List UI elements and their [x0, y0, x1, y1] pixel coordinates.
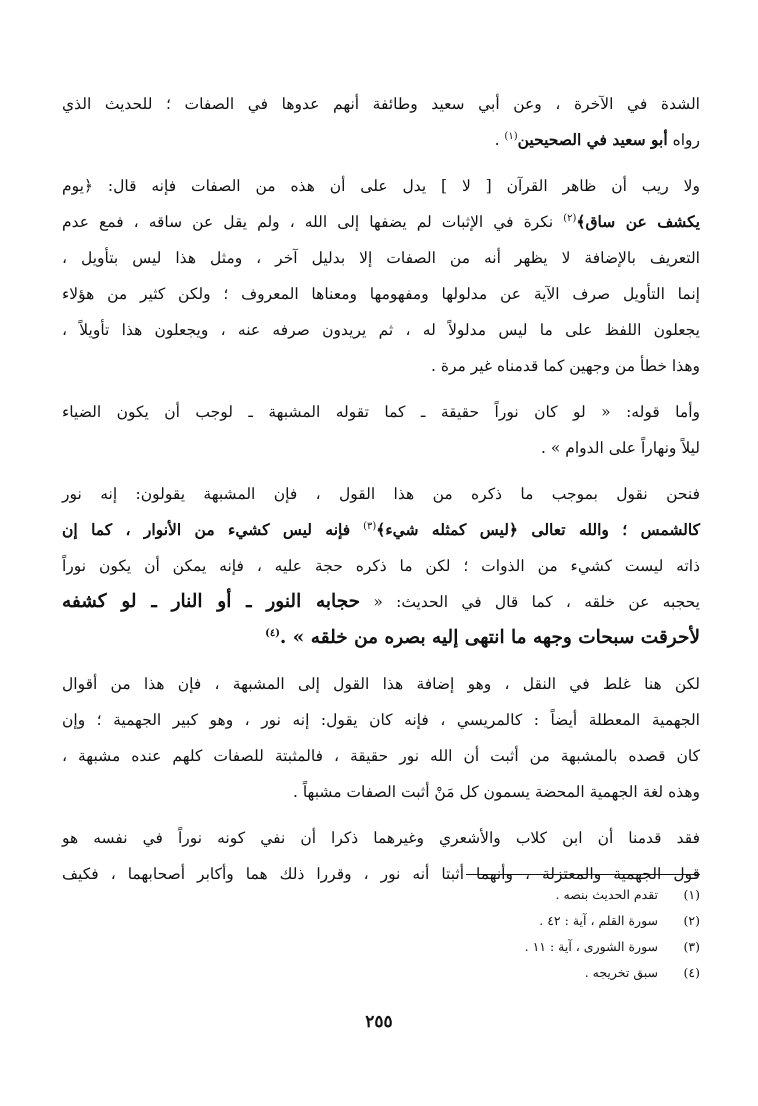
footnotes — [300, 882, 700, 986]
text-line: ليلاً ونهاراً على الدوام » . — [540, 439, 700, 457]
footnote-text: سبق تخريجه . — [584, 965, 659, 980]
text-line: إنما التأويل صرف الآية عن مدلولها ومفهومها ومعناها المعروف ؛ ولكن كثير من هؤلاء — [62, 285, 700, 303]
paragraph-3 — [62, 394, 700, 466]
text-line: فنحن نقول بموجب ما ذكره من هذا القول ، فإن المشبهة يقولون: إنه نور — [62, 485, 700, 503]
text-line: قول الجهمية والمعتزلة ، وأنهما أثبتا أنه نور ، وقررا ذلك هما وأكابر أصحابهما ، فكيف — [62, 865, 700, 883]
hadith-quote: لأحرقت سبحات وجهه ما انتهى إليه بصره من خلقه » . — [279, 627, 700, 648]
footnote-ref-2: (٢) — [563, 212, 577, 224]
footnote-text: سورة القلم ، آية : ٤٢ . — [539, 913, 659, 928]
footnote-text: تقدم الحديث بنصه . — [555, 887, 659, 902]
bold-phrase: فإنه ليس كشيء من الأنوار ، كما إن — [62, 520, 351, 539]
text-line: فقد قدمنا أن ابن كلاب والأشعري وغيرهما ذكرا أن نفي كونه نوراً في نفسه هو — [62, 829, 700, 847]
text-fragment: نكرة في الإثبات لم يضفها إلى الله ، ولم يقل عن ساقه ، فمع عدم — [62, 213, 554, 231]
quran-quote: كالشمس ؛ والله تعالى ﴿ليس كمثله شيء﴾ — [376, 520, 700, 539]
footnote-divider — [466, 874, 700, 875]
text-line: يجعلون اللفظ على ما ليس مدلولاً له ، ثم يريدون صرفه عنه ، ويجعلون هذا تأويلاً ، — [62, 321, 700, 339]
text-line: ولا ريب أن ظاهر القرآن [ لا ] يدل على أن هذه من الصفات فإنه قال: ﴿يوم — [62, 177, 700, 195]
footnote-number: (٤) — [683, 965, 700, 980]
text-fragment: يحجبه عن خلقه ، كما قال في الحديث: « — [373, 593, 700, 611]
bold-phrase: أبو سعيد في الصحيحين — [517, 130, 668, 149]
footnote-2 — [300, 908, 700, 934]
paragraph-1 — [62, 86, 700, 158]
text-line: الجهمية المعطلة أيضاً : كالمريسي ، فإنه كان يقول: إنه نور ، وهو كبير الجهمية ؛ وإن — [62, 711, 700, 729]
text-line: التعريف بالإضافة لا يظهر أنه من الصفات إلا بدليل آخر ، ومثل هذا ليس بتأويل ، — [62, 249, 700, 267]
text-line — [62, 584, 700, 620]
footnote-ref-4: (٤) — [265, 627, 280, 639]
text-line: كان قصده بالمشبهة من أثبت أن الله نور حقيقة ، فالمثبتة للصفات كلهم عنده مشبهة ، — [62, 747, 700, 765]
footnote-ref-1: (١) — [504, 130, 518, 142]
hadith-quote: حجابه النور ـ أو النار ـ لو كشفه — [62, 591, 361, 612]
text-line — [62, 204, 700, 240]
footnote-number: (١) — [683, 887, 700, 902]
footnote-number: (٢) — [683, 913, 700, 928]
footnote-3 — [300, 934, 700, 960]
text-line — [62, 512, 700, 548]
text-fragment: رواه — [667, 131, 700, 149]
text-line: وأما قوله: « لو كان نوراً حقيقة ـ كما تقوله المشبهة ـ لوجب أن يكون الضياء — [62, 403, 700, 421]
footnote-number: (٣) — [683, 939, 700, 954]
paragraph-4 — [62, 476, 700, 656]
text-line: لكن هنا غلط في النقل ، وهو إضافة هذا القول إلى المشبهة ، فإن هذا من أقوال — [62, 675, 700, 693]
quran-quote: يكشف عن ساق﴾ — [576, 212, 700, 231]
text-line — [62, 122, 700, 158]
text-line: وهذه لغة الجهمية المحضة يسمون كل مَنْ أثبت الصفات مشبهاً . — [292, 783, 700, 801]
text-line: وهذا خطأ من وجهين كما قدمناه غير مرة . — [431, 357, 700, 375]
text-fragment: . — [494, 131, 505, 149]
page-number: ٢٥٥ — [365, 1012, 393, 1032]
footnote-ref-3: (٣) — [363, 520, 377, 532]
footnote-text: سورة الشورى ، آية : ١١ . — [524, 939, 659, 954]
paragraph-5 — [62, 666, 700, 810]
text-line: ذاته ليست كشيء من الذوات ؛ لكن ما ذكره حجة عليه ، فإنه يمكن أن يكون نوراً — [62, 557, 700, 575]
text-line — [62, 620, 700, 656]
paragraph-2 — [62, 168, 700, 384]
footnote-4 — [300, 960, 700, 986]
text-line: الشدة في الآخرة ، وعن أبي سعيد وطائفة أنهم عدوها في الصفات ؛ للحديث الذي — [62, 95, 700, 113]
footnote-1 — [300, 882, 700, 908]
